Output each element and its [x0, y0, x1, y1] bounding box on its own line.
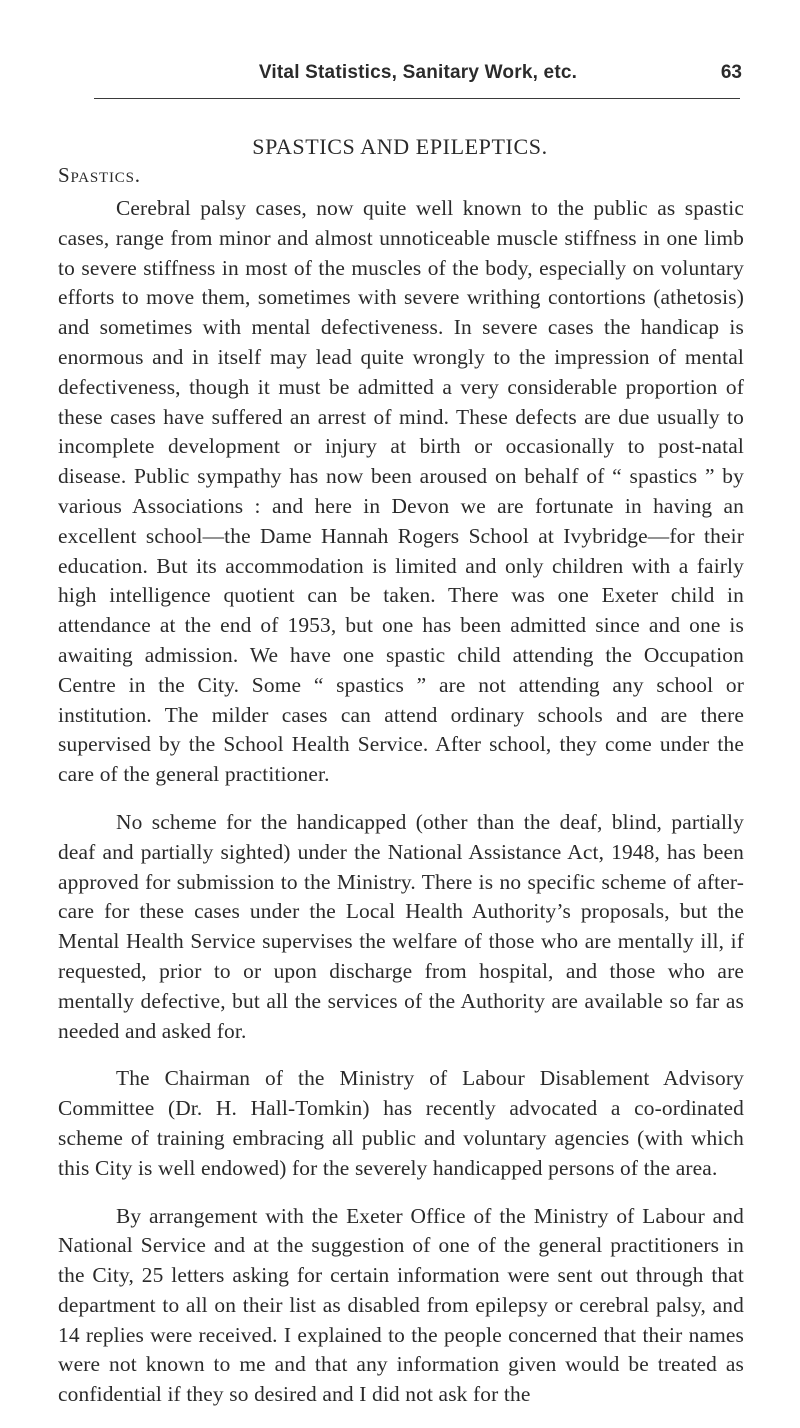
section-title: SPASTICS AND EPILEPTICS.	[252, 134, 548, 159]
running-head-title: Vital Statistics, Sanitary Work, etc.	[258, 62, 578, 83]
header-rule	[94, 98, 740, 99]
paragraph-cerebral-palsy: Cerebral palsy cases, now quite well known to the public as spastic cases, range from minor and almost unnoticeable muscle stiffness in one limb to severe stiffness in most of the muscles of the body, especially on voluntary efforts to move them, sometimes with severe writhing contortions (athetosis) and sometimes with mental defectiveness. In severe cases the handicap is enormous and in itself may lead quite wrongly to the impression of mental defectiveness, though it must be admitted a very considerable proportion of these cases have suffered an arrest of mind. These defects are due usually to incomplete development or injury at birth or occasionally to post-natal disease. Public sympathy has now been aroused on behalf of “ spastics ” by various Associations : and here in Devon we are fortunate in having an excellent school—the Dame Hannah Rogers School at Ivybridge—for their education. But its accommodation is limited and only children with a fairly high intelligence quotient can be taken. There was one Exeter child in attendance at the end of 1953, but one has been admitted since and one is awaiting admission. We have one spastic child attending the Occupation Centre in the City. Some “ spastics ” are not attending any school or institution. The milder cases can attend ordinary schools and are there supervised by the School Health Service. After school, they come under the care of the general practitioner.	[58, 196, 744, 787]
page-number: 63	[720, 62, 742, 83]
paragraph-advisory-committee: The Chairman of the Ministry of Labour Disablement Advisory Committee (Dr. H. Hall-Tomkin) has recently advocated a co-ordinated scheme of training embracing all public and voluntary agencies (with which this City is well endowed) for the severely handicapped persons of the area.	[58, 1066, 744, 1180]
paragraph-ministry-of-labour: By arrangement with the Exeter Office of the Ministry of Labour and National Service and at the suggestion of one of the general practitioners in the City, 25 letters asking for certain information were sent out through that department to all on their list as disabled from epilepsy or cerebral palsy, and 14 replies were received. I explained to the people concerned that their names were not known to me and that any information given would be treated as confidential if they so desired and I did not ask for the	[58, 1203, 744, 1407]
body-text	[58, 194, 744, 1428]
paragraph-handicapped-scheme: No scheme for the handicapped (other than the deaf, blind, partially deaf and partially sighted) under the National Assistance Act, 1948, has been approved for submission to the Ministry. There is no specific scheme of after-care for these cases under the Local Health Authority’s proposals, but the Mental Health Service supervises the welfare of those who are mentally ill, if requested, prior to or upon discharge from hospital, and those who are mentally defective, but all the services of the Authority are available so far as needed and asked for.	[58, 809, 744, 1043]
subsection-heading: Spastics.	[58, 163, 141, 187]
running-head	[94, 62, 742, 92]
